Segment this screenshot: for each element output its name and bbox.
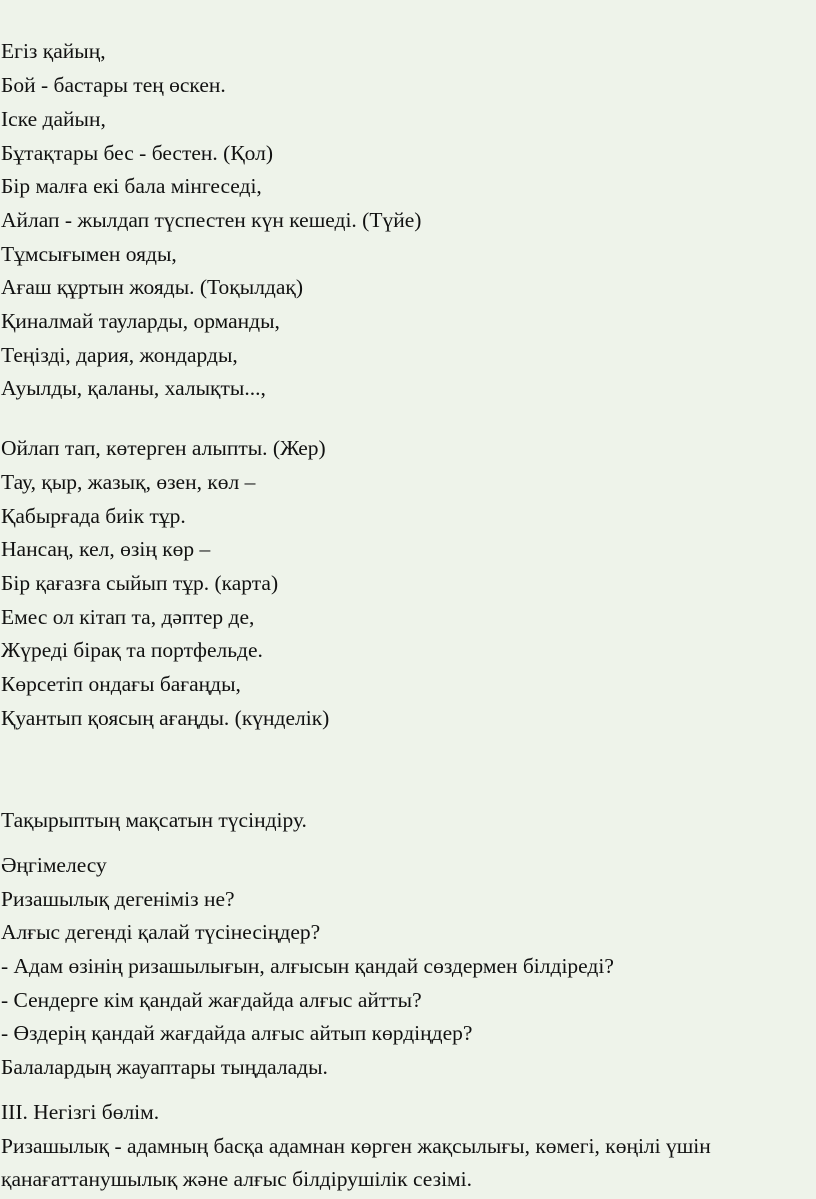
main-part-heading: ІІІ. Негізгі бөлім. <box>1 1100 160 1124</box>
riddle-line: Қабырғада биік тұр. <box>1 504 186 528</box>
riddle-line: Көрсетіп ондағы бағаңды, <box>1 672 241 696</box>
riddle-line: Қиналмай тауларды, орманды, <box>1 309 280 333</box>
riddle-line: Іске дайын, <box>1 107 106 131</box>
riddle-line: Айлап - жылдап түспестен күн кешеді. (Түйе) <box>1 208 422 232</box>
riddle-line: Жүреді бірақ та портфельде. <box>1 638 263 662</box>
riddle-line: Қуантып қоясың ағаңды. (күнделік) <box>1 706 330 730</box>
discussion-heading: Әңгімелесу <box>1 853 107 877</box>
riddle-line: Тау, қыр, жазық, өзен, көл – <box>1 470 256 494</box>
discussion-line: - Өздерің қандай жағдайда алғыс айтып көрдіңдер? <box>1 1021 473 1045</box>
discussion-line: - Адам өзінің ризашылығын, алғысын қандай сөздермен білдіреді? <box>1 954 614 978</box>
discussion-line: - Сендерге кім қандай жағдайда алғыс айтты? <box>1 988 422 1012</box>
riddle-line: Емес ол кітап та, дәптер де, <box>1 605 255 629</box>
topic-purpose: Тақырыптың мақсатын түсіндіру. <box>1 808 307 832</box>
riddle-line: Бір қағазға сыйып тұр. (карта) <box>1 571 279 595</box>
riddle-line: Теңізді, дария, жондарды, <box>1 343 238 367</box>
riddle-line: Егіз қайың, <box>1 39 106 63</box>
discussion-line: Балалардың жауаптары тыңдалады. <box>1 1055 328 1079</box>
riddle-line: Ойлап тап, көтерген алыпты. (Жер) <box>1 436 326 460</box>
riddle-line: Ағаш құртын жояды. (Тоқылдақ) <box>1 275 304 299</box>
definition-line: қанағаттанушылық және алғыс білдірушілік сезімі. <box>1 1167 473 1191</box>
discussion-line: Ризашылық дегеніміз не? <box>1 887 235 911</box>
riddle-line: Бұтақтары бес - бестен. (Қол) <box>1 141 274 165</box>
riddle-line: Тұмсығымен ояды, <box>1 242 177 266</box>
riddle-line: Ауылды, қаланы, халықты..., <box>1 376 266 400</box>
discussion-line: Алғыс дегенді қалай түсінесіңдер? <box>1 920 321 944</box>
riddle-line: Нансаң, кел, өзің көр – <box>1 537 211 561</box>
riddle-line: Бір малға екі бала мінгеседі, <box>1 174 262 198</box>
riddle-line: Бой - бастары тең өскен. <box>1 73 226 97</box>
definition-line: Ризашылық - адамның басқа адамнан көрген жақсылығы, көмегі, көңілі үшін <box>1 1134 711 1158</box>
